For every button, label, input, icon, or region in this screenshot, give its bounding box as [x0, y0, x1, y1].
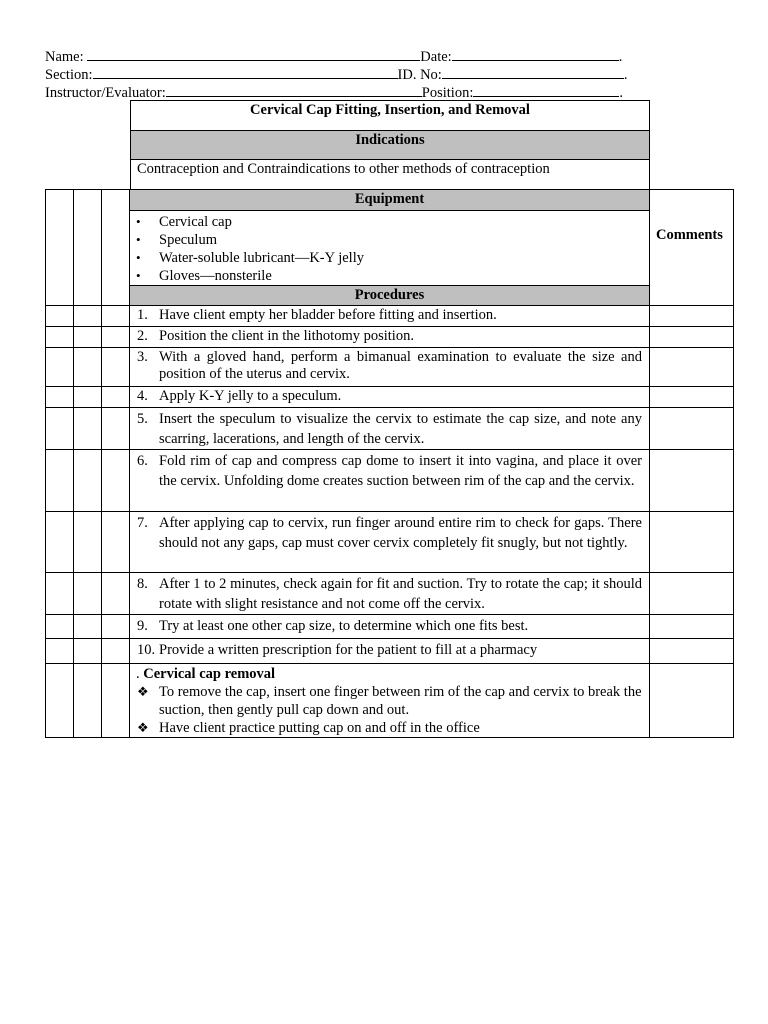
equipment-cell [130, 190, 650, 306]
comments-header-cell [650, 190, 734, 306]
check-cell[interactable] [46, 348, 74, 387]
procedure-step [130, 639, 650, 664]
check-cell[interactable] [102, 190, 130, 306]
table-row [46, 327, 734, 348]
step-number: 8. [137, 576, 148, 592]
check-cell[interactable] [74, 190, 102, 306]
bullet-icon: • [136, 250, 141, 265]
id-period: . [623, 67, 628, 83]
date-label: Date: [420, 49, 452, 65]
check-cell[interactable] [74, 450, 102, 512]
table-row [46, 450, 734, 512]
table-row [46, 348, 734, 387]
bullet-icon: • [136, 214, 141, 229]
step-text: Fold rim of cap and compress cap dome to insert it into vagina, and place it over the cervix. Unfolding dome creates suction between rim of the cap and the cervix. [159, 453, 642, 489]
step-number: 9. [137, 618, 148, 634]
removal-cell [130, 664, 650, 738]
date-period: . [618, 49, 623, 65]
step-text: Position the client in the lithotomy position. [159, 328, 414, 344]
comment-cell[interactable] [650, 450, 734, 512]
equipment-row [46, 190, 734, 306]
step-number: 6. [137, 453, 148, 469]
step-text: Apply K-Y jelly to a speculum. [159, 388, 342, 404]
equipment-heading: Equipment [130, 190, 649, 211]
procedure-step [130, 348, 650, 387]
procedure-step [130, 327, 650, 348]
procedure-step [130, 512, 650, 573]
comments-heading: Comments [656, 227, 723, 243]
procedure-step [130, 615, 650, 639]
table-row [46, 615, 734, 639]
diamond-bullet-icon: ❖ [137, 720, 149, 735]
step-number: 1. [137, 307, 148, 323]
comment-cell[interactable] [650, 639, 734, 664]
comment-cell[interactable] [650, 615, 734, 639]
header-line-name [45, 47, 622, 66]
section-label: Section: [45, 67, 93, 83]
comment-cell[interactable] [650, 664, 734, 738]
check-cell[interactable] [74, 327, 102, 348]
check-cell[interactable] [102, 639, 130, 664]
instructor-field[interactable] [166, 83, 422, 97]
step-text: Provide a written prescription for the patient to fill at a pharmacy [159, 642, 538, 658]
procedures-heading: Procedures [130, 285, 649, 305]
step-text: Have client empty her bladder before fitting and insertion. [159, 307, 497, 323]
check-cell[interactable] [102, 512, 130, 573]
check-cell[interactable] [46, 639, 74, 664]
check-cell[interactable] [46, 408, 74, 450]
procedure-step [130, 573, 650, 615]
table-row [46, 639, 734, 664]
list-item: ❖ Have client practice putting cap on and off in the office [137, 720, 480, 736]
procedure-step [130, 306, 650, 327]
list-item: ❖ To remove the cap, insert one finger between rim of the cap and cervix to break the suction, then gently pull cap down and out. [137, 684, 642, 718]
check-cell[interactable] [46, 306, 74, 327]
check-cell[interactable] [102, 306, 130, 327]
step-text: Insert the speculum to visualize the cervix to estimate the cap size, and note any scarring, lacerations, and length of the cervix. [159, 411, 642, 447]
check-cell[interactable] [74, 639, 102, 664]
check-cell[interactable] [74, 512, 102, 573]
table-row [46, 306, 734, 327]
step-text: After applying cap to cervix, run finger around entire rim to check for gaps. There should not any gaps, cap must cover cervix completely fit snugly, but not tightly. [159, 515, 642, 551]
check-cell[interactable] [102, 664, 130, 738]
check-cell[interactable] [102, 615, 130, 639]
table-row [46, 387, 734, 408]
check-cell[interactable] [74, 387, 102, 408]
list-item: • Speculum [136, 232, 217, 248]
comment-cell[interactable] [650, 348, 734, 387]
procedure-checklist-table [45, 189, 734, 738]
step-number: 7. [137, 515, 148, 531]
check-cell[interactable] [102, 327, 130, 348]
comment-cell[interactable] [650, 408, 734, 450]
check-cell[interactable] [74, 664, 102, 738]
table-row [46, 573, 734, 615]
removal-heading: Cervical cap removal [143, 666, 276, 682]
table-row [46, 408, 734, 450]
removal-row [46, 664, 734, 738]
instructor-label: Instructor/Evaluator: [45, 85, 166, 101]
list-item: • Water-soluble lubricant—K-Y jelly [136, 250, 364, 266]
check-cell[interactable] [102, 348, 130, 387]
comment-cell[interactable] [650, 512, 734, 573]
check-cell[interactable] [46, 664, 74, 738]
check-cell[interactable] [46, 615, 74, 639]
check-cell[interactable] [74, 573, 102, 615]
check-cell[interactable] [102, 387, 130, 408]
position-label: Position: [421, 85, 474, 101]
date-field[interactable] [452, 47, 619, 61]
document-title: Cervical Cap Fitting, Insertion, and Removal [130, 100, 650, 131]
check-cell[interactable] [102, 450, 130, 512]
section-field[interactable] [93, 65, 398, 79]
list-item: • Gloves—nonsterile [136, 268, 272, 284]
comment-cell[interactable] [650, 387, 734, 408]
check-cell[interactable] [74, 306, 102, 327]
step-number: 10. [137, 642, 156, 658]
header-line-section [45, 65, 627, 84]
check-cell[interactable] [46, 450, 74, 512]
check-cell[interactable] [102, 573, 130, 615]
diamond-bullet-icon: ❖ [137, 684, 149, 699]
comment-cell[interactable] [650, 327, 734, 348]
list-item: • Cervical cap [136, 214, 232, 230]
name-field[interactable] [87, 47, 420, 61]
check-cell[interactable] [46, 327, 74, 348]
step-text: Try at least one other cap size, to determine which one fits best. [159, 618, 529, 634]
check-cell[interactable] [46, 512, 74, 573]
procedure-step [130, 408, 650, 450]
step-text: After 1 to 2 minutes, check again for fit and suction. Try to rotate the cap; it should rotate with slight resistance and not come off the cervix. [159, 576, 642, 612]
id-label: ID. No: [397, 67, 442, 83]
check-cell[interactable] [74, 348, 102, 387]
comment-cell[interactable] [650, 573, 734, 615]
check-cell[interactable] [102, 408, 130, 450]
check-cell[interactable] [74, 408, 102, 450]
check-cell[interactable] [46, 190, 74, 306]
id-field[interactable] [442, 65, 624, 79]
comment-cell[interactable] [650, 306, 734, 327]
position-period: . [619, 85, 623, 101]
removal-prefix: . [136, 666, 144, 682]
indications-heading: Indications [130, 130, 650, 160]
bullet-icon: • [136, 232, 141, 247]
removal-heading-line [136, 665, 642, 683]
table-row [46, 512, 734, 573]
check-cell[interactable] [46, 573, 74, 615]
step-number: 3. [137, 349, 148, 365]
name-label: Name: [45, 49, 84, 65]
step-number: 4. [137, 388, 148, 404]
position-field[interactable] [473, 83, 619, 97]
equipment-list [130, 211, 649, 285]
bullet-icon: • [136, 268, 141, 283]
procedure-step [130, 450, 650, 512]
step-number: 2. [137, 328, 148, 344]
step-text: With a gloved hand, perform a bimanual examination to evaluate the size and position of the uterus and cervix. [159, 349, 642, 382]
check-cell[interactable] [74, 615, 102, 639]
indications-text: Contraception and Contraindications to other methods of contraception [130, 159, 650, 190]
procedure-step [130, 387, 650, 408]
check-cell[interactable] [46, 387, 74, 408]
step-number: 5. [137, 411, 148, 427]
